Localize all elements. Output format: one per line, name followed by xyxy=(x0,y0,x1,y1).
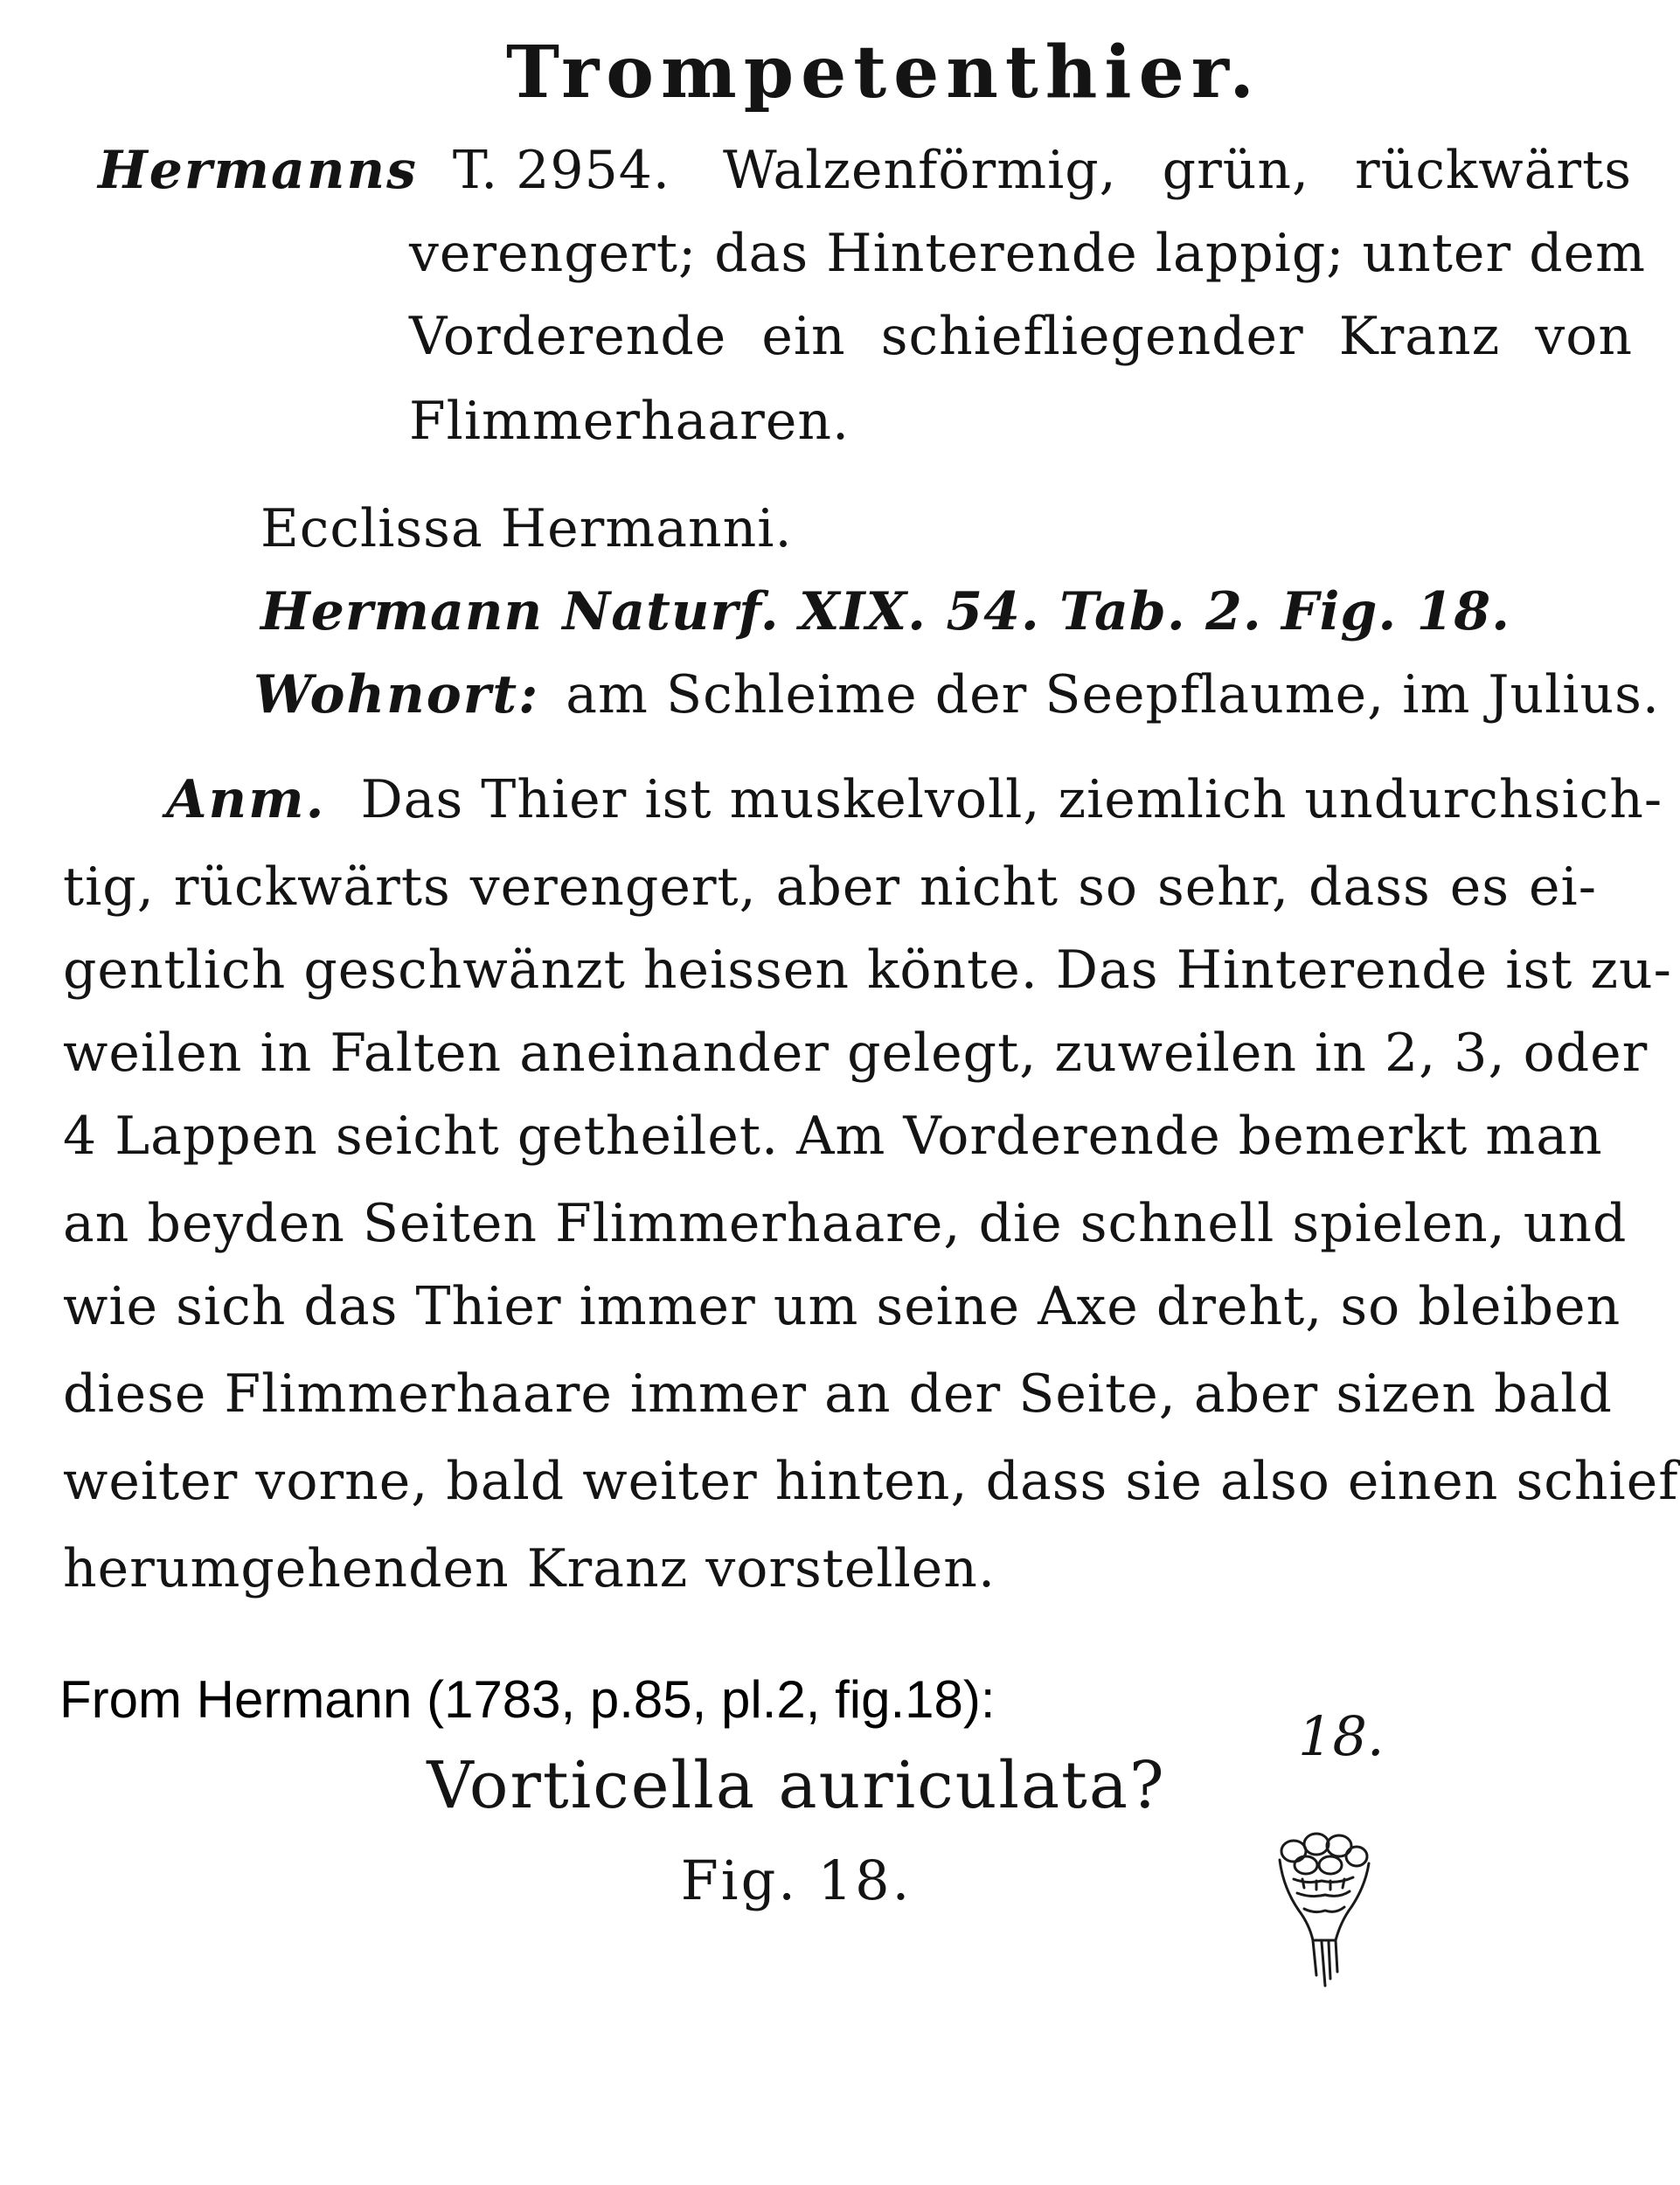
entry-number: T. 2954. xyxy=(452,140,670,201)
vorticella-drawing-icon xyxy=(1267,1827,1381,1993)
plate-figure-label: Fig. 18. xyxy=(680,1849,913,1912)
entry-line-1: Walzenförmig, grün, rückwärts xyxy=(723,140,1632,201)
entry-line-3: Vorderende ein schiefliegender Kranz von xyxy=(409,306,1633,367)
note-line-10: herumgehenden Kranz vorstellen. xyxy=(63,1538,996,1599)
habitat-line xyxy=(253,664,1660,725)
page-title: Trompetenthier. xyxy=(506,31,1261,114)
note-line-8: diese Flimmerhaare immer an der Seite, aber sizen bald xyxy=(63,1363,1613,1425)
entry-line-2: verengert; das Hinterende lappig; unter dem xyxy=(409,223,1647,284)
note-line-5: 4 Lappen seicht getheilet. Am Vorderende bemerkt man xyxy=(63,1106,1603,1167)
entry-author-ref: Hermanns xyxy=(98,140,418,201)
habitat-text: am Schleime der Seepflaume, im Julius. xyxy=(566,664,1660,725)
note-line-3: gentlich geschwänzt heissen könte. Das Hinterende ist zu- xyxy=(63,940,1672,1001)
plate-species-title: Vorticella auriculata? xyxy=(427,1748,1166,1823)
source-annotation: From Hermann (1783, p.85, pl.2, fig.18): xyxy=(59,1670,996,1729)
entry-line-4: Flimmerhaaren. xyxy=(409,391,850,452)
plate-number: 18. xyxy=(1298,1704,1385,1768)
note-line-4: weilen in Falten aneinander gelegt, zuweilen in 2, 3, oder xyxy=(63,1023,1649,1084)
synonym-citation: Hermann Naturf. XIX. 54. Tab. 2. Fig. 18. xyxy=(260,581,1510,642)
note-line-6: an beyden Seiten Flimmerhaare, die schnell spielen, und xyxy=(63,1193,1628,1254)
note-line-7: wie sich das Thier immer um seine Axe dreht, so bleiben xyxy=(63,1276,1621,1337)
entry-header xyxy=(98,140,1632,201)
synonym-name: Ecclissa Hermanni. xyxy=(260,498,793,559)
note-line-2: tig, rückwärts verengert, aber nicht so sehr, dass es ei- xyxy=(63,857,1597,918)
note-line-1-text: Das Thier ist muskelvoll, ziemlich undurchsich- xyxy=(360,769,1663,830)
note-label: Anm. xyxy=(166,769,326,830)
habitat-label: Wohnort: xyxy=(253,664,540,725)
note-line-1 xyxy=(166,769,1663,830)
note-line-9: weiter vorne, bald weiter hinten, dass sie also einen schief xyxy=(63,1451,1679,1512)
